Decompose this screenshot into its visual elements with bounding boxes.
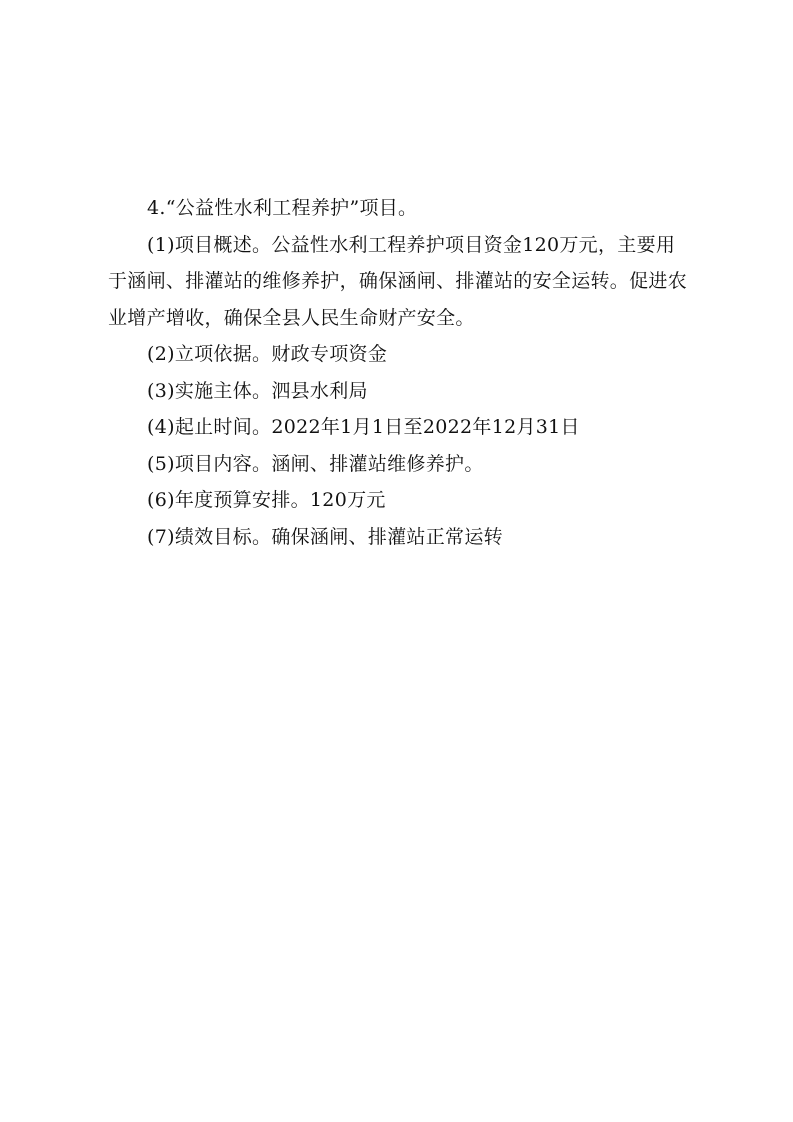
annual-budget-line: (6)年度预算安排。120万元 bbox=[147, 489, 386, 511]
project-overview-paragraph: (1)项目概述。公益性水利工程养护项目资金120万元，主要用于涵闸、排灌站的维修养护，确保涵闸、排灌站的安全运转。促进农业增产增收，确保全县人民生命财产安全。 bbox=[108, 233, 688, 329]
section-heading: 4.“公益性水利工程养护”项目。 bbox=[147, 197, 418, 219]
time-period-line: (4)起止时间。2022年1月1日至2022年12月31日 bbox=[147, 416, 580, 438]
performance-target-line: (7)绩效目标。确保涵闸、排灌站正常运转 bbox=[147, 525, 503, 548]
project-basis-line: (2)立项依据。财政专项资金 bbox=[147, 343, 388, 365]
implementing-entity-line: (3)实施主体。泗县水利局 bbox=[147, 379, 368, 402]
document-body bbox=[108, 190, 694, 555]
project-content-line: (5)项目内容。涵闸、排灌站维修养护。 bbox=[147, 452, 484, 475]
